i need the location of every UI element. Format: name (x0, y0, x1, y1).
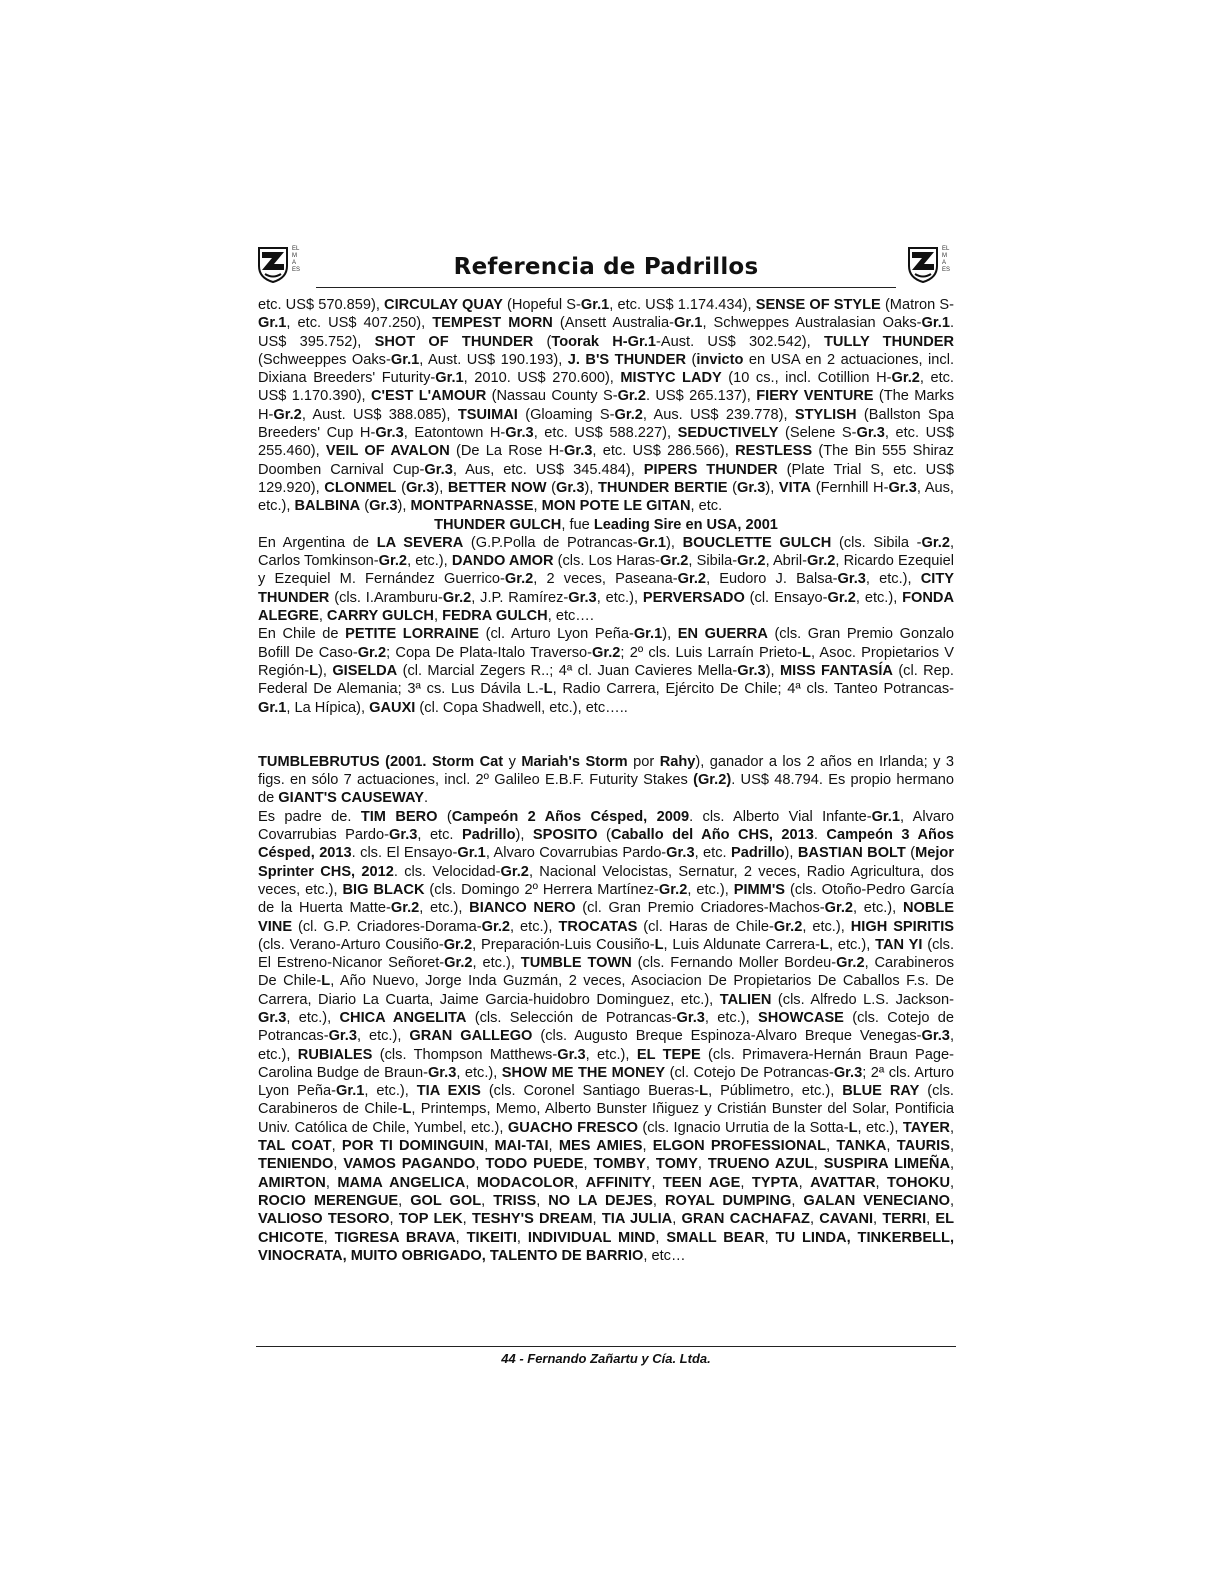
section-heading: THUNDER GULCH, fue Leading Sire en USA, 2001 (434, 516, 778, 533)
footer-divider (256, 1346, 956, 1347)
paragraph-spacer (258, 717, 954, 753)
document-body (258, 296, 954, 1265)
paragraph: TUMBLEBRUTUS (2001. Storm Cat y Mariah's Storm por Rahy), ganador a los 2 años en Irlanda; y 3 figs. en sólo 7 actuaciones, incl. 2º Galileo E.B.F. Futurity Stakes (Gr.2). US$ 48.794. Es propio hermano de GIANT'S CAUSEWAY. (258, 753, 955, 807)
page-header (256, 244, 956, 288)
logo-text: ELMA ES (942, 246, 951, 273)
paragraph: etc. US$ 570.859), CIRCULAY QUAY (Hopeful S-Gr.1, etc. US$ 1.174.434), SENSE OF STYLE (Matron S-Gr.1, etc. US$ 407.250), TEMPEST MORN (Ansett Australia-Gr.1, Schweppes Australasian Oaks-Gr.1. US$ 395.752), SHOT OF THUNDER (Toorak H-Gr.1-Aust. US$ 302.542), TULLY THUNDER (Schweeppes Oaks-Gr.1, Aust. US$ 190.193), J. B'S THUNDER (invicto en USA en 2 actuaciones, incl. Dixiana Breeders' Futurity-Gr.1, 2010. US$ 270.600), MISTYC LADY (10 cs., incl. Cotillion H-Gr.2, etc. US$ 1.170.390), C'EST L'AMOUR (Nassau County S-Gr.2. US$ 265.137), FIERY VENTURE (The Marks H-Gr.2, Aust. US$ 388.085), TSUIMAI (Gloaming S-Gr.2, Aus. US$ 239.778), STYLISH (Ballston Spa Breeders' Cup H-Gr.3, Eatontown H-Gr.3, etc. US$ 588.227), SEDUCTIVELY (Selene S-Gr.3, etc. US$ 255.460), VEIL OF AVALON (De La Rose H-Gr.3, etc. US$ 286.566), RESTLESS (The Bin 555 Shiraz Doomben Carnival Cup-Gr.3, Aus, etc. US$ 345.484), PIPERS THUNDER (Plate Trial S, etc. US$ 129.920), CLONMEL (Gr.3), BETTER NOW (Gr.3), THUNDER BERTIE (Gr.3), VITA (Fernhill H-Gr.3, Aus, etc.), BALBINA (Gr.3), MONTPARNASSE, MON POTE LE GITAN, etc. (258, 297, 955, 515)
page-footer: 44 - Fernando Zañartu y Cía. Ltda. (501, 1351, 711, 1366)
page-title: Referencia de Padrillos (453, 254, 759, 280)
logo-icon (906, 244, 956, 288)
paragraph: Es padre de. TIM BERO (Campeón 2 Años Césped, 2009. cls. Alberto Vial Infante-Gr.1, Alvaro Covarrubias Pardo-Gr.3, etc. Padrillo), SPOSITO (Caballo del Año CHS, 2013. Campeón 3 Años Césped, 2013. cls. El Ensayo-Gr.1, Alvaro Covarrubias Pardo-Gr.3, etc. Padrillo), BASTIAN BOLT (Mejor Sprinter CHS, 2012. cls. Velocidad-Gr.2, Nacional Velocistas, Sernatur, 2 veces, Radio Agricultura, dos veces, etc.), BIG BLACK (cls. Domingo 2º Herrera Martínez-Gr.2, etc.), PIMM'S (cls. Otoño-Pedro García de la Huerta Matte-Gr.2, etc.), BIANCO NERO (cl. Gran Premio Criadores-Machos-Gr.2, etc.), NOBLE VINE (cl. G.P. Criadores-Dorama-Gr.2, etc.), TROCATAS (cl. Haras de Chile-Gr.2, etc.), HIGH SPIRITIS (cls. Verano-Arturo Cousiño-Gr.2, Preparación-Luis Cousiño-L, Luis Aldunate Carrera-L, etc.), TAN YI (cls. El Estreno-Nicanor Señoret-Gr.2, etc.), TUMBLE TOWN (cls. Fernando Moller Bordeu-Gr.2, Carabineros De Chile-L, Año Nuevo, Jorge Inda Guzmán, 2 veces, Asociacion De Propietarios De Caballos F.s. De Carrera, Diario La Cuarta, Jaime Garcia-huidobro Dominguez, etc.), TALIEN (cls. Alfredo L.S. Jackson-Gr.3, etc.), CHICA ANGELITA (cls. Selección de Potrancas-Gr.3, etc.), SHOWCASE (cls. Cotejo de Potrancas-Gr.3, etc.), GRAN GALLEGO (cls. Augusto Breque Espinoza-Alvaro Breque Venegas-Gr.3, etc.), RUBIALES (cls. Thompson Matthews-Gr.3, etc.), EL TEPE (cls. Primavera-Hernán Braun Page-Carolina Budge de Braun-Gr.3, etc.), SHOW ME THE MONEY (cl. Cotejo De Potrancas-Gr.3; 2ª cls. Arturo Lyon Peña-Gr.1, etc.), TIA EXIS (cls. Coronel Santiago Bueras-L, Públimetro, etc.), BLUE RAY (cls. Carabineros de Chile-L, Printemps, Memo, Alberto Bunster Iñiguez y Cristián Bunster del Solar, Pontificia Univ. Católica de Chile, Yumbel, etc.), GUACHO FRESCO (cls. Ignacio Urrutia de la Sotta-L, etc.), TAYER, TAL COAT, POR TI DOMINGUIN, MAI-TAI, MES AMIES, ELGON PROFESSIONAL, TANKA, TAURIS, TENIENDO, VAMOS PAGANDO, TODO PUEDE, TOMBY, TOMY, TRUENO AZUL, SUSPIRA LIMEÑA, AMIRTON, MAMA ANGELICA, MODACOLOR, AFFINITY, TEEN AGE, TYPTA, AVATTAR, TOHOKU, ROCIO MERENGUE, GOL GOL, TRISS, NO LA DEJES, ROYAL DUMPING, GALAN VENECIANO, VALIOSO TESORO, TOP LEK, TESHY'S DREAM, TIA JULIA, GRAN CACHAFAZ, CAVANI, TERRI, EL CHICOTE, TIGRESA BRAVA, TIKEITI, INDIVIDUAL MIND, SMALL BEAR, TU LINDA, TINKERBELL, VINOCRATA, MUITO OBRIGADO, TALENTO DE BARRIO, etc… (258, 808, 955, 1264)
paragraph: En Argentina de LA SEVERA (G.P.Polla de Potrancas-Gr.1), BOUCLETTE GULCH (cls. Sibila -Gr.2, Carlos Tomkinson-Gr.2, etc.), DANDO AMOR (cls. Los Haras-Gr.2, Sibila-Gr.2, Abril-Gr.2, Ricardo Ezequiel y Ezequiel M. Fernández Guerrico-Gr.2, 2 veces, Paseana-Gr.2, Eudoro J. Balsa-Gr.3, etc.), CITY THUNDER (cls. I.Aramburu-Gr.2, J.P. Ramírez-Gr.3, etc.), PERVERSADO (cl. Ensayo-Gr.2, etc.), FONDA ALEGRE, CARRY GULCH, FEDRA GULCH, etc…. (258, 534, 955, 625)
paragraph: En Chile de PETITE LORRAINE (cl. Arturo Lyon Peña-Gr.1), EN GUERRA (cls. Gran Premio Gonzalo Bofill De Caso-Gr.2; Copa De Plata-Italo Traverso-Gr.2; 2º cls. Luis Larraín Prieto-L, Asoc. Propietarios V Región-L), GISELDA (cl. Marcial Zegers R..; 4ª cl. Juan Cavieres Mella-Gr.3), MISS FANTASÍA (cl. Rep. Federal De Alemania; 3ª cs. Lus Dávila L.-L, Radio Carrera, Ejército De Chile; 4ª cls. Tanteo Potrancas-Gr.1, La Hípica), GAUXI (cl. Copa Shadwell, etc.), etc….. (258, 626, 955, 716)
header-divider (316, 287, 896, 288)
logo-text: ELMA ES (292, 246, 301, 273)
shield-logo-icon (906, 244, 940, 284)
